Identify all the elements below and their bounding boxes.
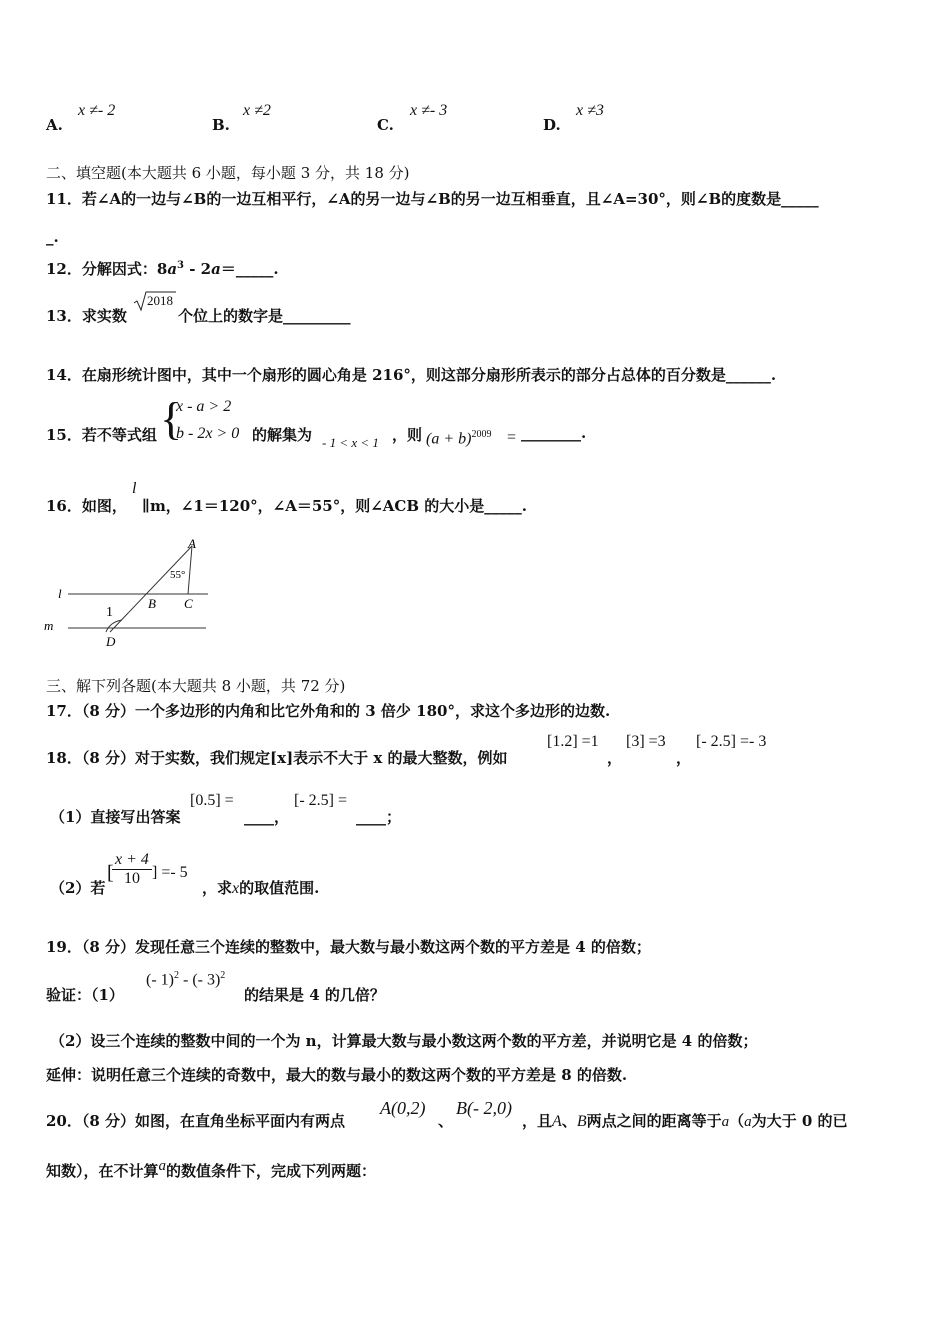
q19-verify-suffix: 的结果是 4 的几倍？ bbox=[244, 986, 385, 1004]
q20-line2: 知数），在不计算a的数值条件下，完成下列两题： bbox=[46, 1158, 377, 1180]
label-a: A bbox=[188, 536, 196, 551]
q18-ex2: [3] =3 bbox=[626, 733, 666, 750]
q15-equals: = bbox=[507, 429, 517, 446]
option-c-math: x ≠- 3 bbox=[410, 102, 448, 119]
q19-verify-math: (- 1)$^2$ - (- 3)$^2$ bbox=[146, 970, 226, 989]
q18-p1-b1: ____， bbox=[244, 808, 290, 826]
option-a-label: A. bbox=[46, 116, 63, 134]
q15-blank: ________. bbox=[521, 424, 587, 442]
line-ad bbox=[110, 546, 192, 632]
q18-p2-label: （2）若 bbox=[50, 879, 106, 897]
q20-line1-rest: ，且A、B两点之间的距离等于a（a为大于 0 的已 bbox=[522, 1112, 848, 1130]
q18-comma1: ， bbox=[607, 749, 623, 767]
option-d-math: x ≠3 bbox=[576, 102, 604, 119]
q19-extend: 延伸：说明任意三个连续的奇数中，最大的数与最小的数这两个数的平方差是 8 的倍数. bbox=[46, 1066, 628, 1084]
option-b-label: B. bbox=[212, 116, 230, 134]
option-b-math: x ≠2 bbox=[243, 102, 271, 119]
option-d-label: D. bbox=[543, 116, 561, 134]
section-2-heading: 二、填空题(本大题共 6 小题，每小题 3 分，共 18 分) bbox=[46, 164, 410, 182]
q15-expr: $(a + b)^{2009}$ bbox=[426, 429, 492, 448]
q20-point-b: B(- 2,0) bbox=[456, 1098, 512, 1118]
q18-p1-b2: ____； bbox=[356, 808, 402, 826]
q15-ineq1: x - a > 2 bbox=[176, 398, 232, 415]
q16-prefix: 16．如图， bbox=[46, 497, 127, 515]
label-m: m bbox=[44, 618, 54, 633]
q18-ex3: [- 2.5] =- 3 bbox=[696, 733, 767, 750]
q15-mid: 的解集为 bbox=[252, 426, 313, 444]
q13-prefix: 13．求实数 bbox=[46, 307, 127, 325]
q15-ineq2: b - 2x > 0 bbox=[176, 425, 240, 442]
q16-l: l bbox=[132, 480, 137, 497]
option-a-math: x ≠- 2 bbox=[78, 102, 116, 119]
option-c-label: C. bbox=[377, 116, 394, 134]
q13-suffix: 个位上的数字是_________ bbox=[178, 307, 351, 325]
q19-text: 19．（8 分）发现任意三个连续的整数中，最大数与最小数这两个数的平方差是 4 的倍数； bbox=[46, 938, 651, 956]
q18-p1-label: （1）直接写出答案 bbox=[50, 808, 181, 826]
q20-point-a: A(0,2) bbox=[380, 1098, 426, 1118]
label-1: 1 bbox=[106, 605, 113, 620]
label-b: B bbox=[148, 596, 156, 611]
q14: 14．在扇形统计图中，其中一个扇形的圆心角是 216°，则这部分扇形所表示的部分占总体的百分数是______. bbox=[46, 366, 777, 384]
q17: 17．（8 分）一个多边形的内角和比它外角和的 3 倍少 180°，求这个多边形的边数. bbox=[46, 702, 611, 720]
q15-solution: - 1 < x < 1 bbox=[322, 435, 379, 450]
q15-prefix: 15．若不等式组 bbox=[46, 426, 157, 444]
label-d: D bbox=[106, 634, 116, 649]
q18-p1-m2: [- 2.5] = bbox=[294, 792, 348, 809]
q16-suffix: ∥m，∠1＝120°，∠A＝55°，则∠ACB 的大小是_____. bbox=[142, 497, 527, 515]
left-brace: { bbox=[160, 393, 183, 444]
line-ac bbox=[188, 546, 192, 594]
q11-line2: _. bbox=[46, 228, 59, 246]
q20-prefix: 20．（8 分）如图，在直角坐标平面内有两点 bbox=[46, 1112, 346, 1130]
q18-ex1: [1.2] =1 bbox=[547, 733, 599, 750]
section-3-heading: 三、解下列各题(本大题共 8 小题，共 72 分) bbox=[46, 677, 346, 695]
q19-p2: （2）设三个连续的整数中间的一个为 n，计算最大数与最小数这两个数的平方差，并说明它是 4 的倍数； bbox=[50, 1032, 758, 1050]
q20-sep: 、 bbox=[438, 1112, 454, 1130]
label-c: C bbox=[184, 596, 193, 611]
q18-p1-m1: [0.5] = bbox=[190, 792, 234, 809]
q15-then: ，则 bbox=[392, 426, 423, 444]
q18-prefix: 18．（8 分）对于实数，我们规定[x]表示不大于 x 的最大整数，例如 bbox=[46, 749, 508, 767]
q18-p2-suffix: ，求x的取值范围. bbox=[202, 879, 320, 897]
q18-p2-fraction: $\frac{x + 4}{10}$ bbox=[112, 851, 152, 888]
q18-p2-lbracket: [ bbox=[107, 862, 114, 884]
q18-p2-rhs: ] =- 5 bbox=[152, 864, 188, 881]
q19-verify-label: 验证：（1） bbox=[46, 986, 124, 1004]
q18-comma2: ， bbox=[676, 749, 692, 767]
label-55: 55° bbox=[170, 569, 186, 581]
q12: 12．分解因式：$8a^3$ - 2a＝_____. bbox=[46, 260, 279, 278]
geometry-figure bbox=[40, 532, 220, 652]
q11-line1: 11．若∠A的一边与∠B的一边互相平行，∠A的另一边与∠B的另一边互相垂直，且∠A=30°，则∠B的度数是_____ bbox=[46, 190, 819, 208]
label-l: l bbox=[58, 586, 62, 601]
